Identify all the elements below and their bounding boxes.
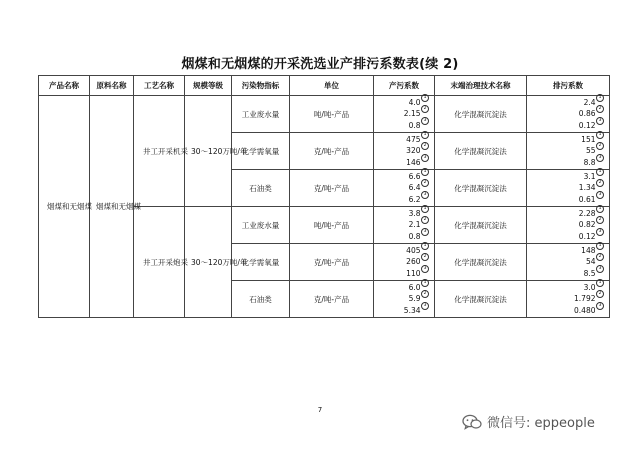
process-name: 井工开采炮采 [134,207,185,318]
page-title: 烟煤和无烟煤的开采洗选业产排污系数表(续 2) [181,57,459,72]
material-name: 烟煤和无烟煤 [90,96,134,318]
emission-coefficient-value: 0.480 3 [574,305,604,317]
emission-coefficient-value: 3.0 1 [584,282,604,294]
level-marker: 3 [421,228,429,236]
production-coefficient-value: 5.34 3 [404,305,429,317]
emission-coefficient-value: 55 2 [586,145,604,157]
pollutant-indicator: 石油类 [232,170,290,207]
production-coefficient-value: 2.15 2 [404,108,429,120]
production-coefficient-value: 6.4 2 [409,182,429,194]
emission-coefficient-value: 151 1 [581,134,604,146]
emission-coefficient-cell [527,170,610,207]
level-marker: 3 [421,191,429,199]
level-marker: 2 [596,105,604,113]
pollutant-indicator: 化学需氧量 [232,133,290,170]
level-marker: 1 [596,242,604,250]
unit: 克/吨-产品 [290,133,374,170]
production-coefficient-value: 110 3 [406,268,429,280]
emission-coefficient-table [38,75,610,318]
level-marker: 1 [421,279,429,287]
level-marker: 2 [596,179,604,187]
level-marker: 2 [596,290,604,298]
production-coefficient-value: 3.8 1 [409,208,429,220]
level-marker: 1 [421,94,429,102]
production-coefficient-value: 260 2 [406,256,429,268]
emission-coefficient-cell [527,281,610,318]
emission-coefficient-value: 54 2 [586,256,604,268]
level-marker: 2 [421,142,429,150]
production-coefficient-value: 146 3 [406,157,429,169]
header-process: 工艺名称 [134,76,185,96]
level-marker: 2 [421,216,429,224]
header-treatment-technology: 末端治理技术名称 [435,76,527,96]
production-coefficient-cell [374,207,435,244]
level-marker: 2 [421,253,429,261]
pollutant-indicator: 工业废水量 [232,96,290,133]
level-marker: 3 [596,302,604,310]
treatment-technology: 化学混凝沉淀法 [435,170,527,207]
level-marker: 3 [596,228,604,236]
level-marker: 1 [421,242,429,250]
emission-coefficient-cell [527,244,610,281]
emission-coefficient-value: 2.28 1 [579,208,604,220]
header-pollutant: 污染物指标 [232,76,290,96]
production-coefficient-cell [374,133,435,170]
production-coefficient-value: 2.1 2 [409,219,429,231]
unit: 吨/吨-产品 [290,207,374,244]
level-marker: 1 [596,94,604,102]
emission-coefficient-cell [527,207,610,244]
emission-coefficient-value: 0.12 3 [579,231,604,243]
level-marker: 1 [421,131,429,139]
header-product: 产品名称 [39,76,90,96]
level-marker: 2 [421,105,429,113]
production-coefficient-cell [374,170,435,207]
pollutant-indicator: 石油类 [232,281,290,318]
treatment-technology: 化学混凝沉淀法 [435,281,527,318]
level-marker: 1 [596,131,604,139]
level-marker: 2 [421,290,429,298]
treatment-technology: 化学混凝沉淀法 [435,96,527,133]
emission-coefficient-value: 2.4 1 [584,97,604,109]
unit: 克/吨-产品 [290,170,374,207]
pollutant-indicator: 工业废水量 [232,207,290,244]
emission-coefficient-value: 8.8 3 [584,157,604,169]
level-marker: 2 [596,253,604,261]
level-marker: 2 [596,142,604,150]
emission-coefficient-cell [527,133,610,170]
treatment-technology: 化学混凝沉淀法 [435,244,527,281]
level-marker: 1 [596,279,604,287]
emission-coefficient-value: 8.5 3 [584,268,604,280]
treatment-technology: 化学混凝沉淀法 [435,133,527,170]
level-marker: 3 [596,265,604,273]
unit: 吨/吨-产品 [290,96,374,133]
production-coefficient-value: 5.9 2 [409,293,429,305]
unit: 克/吨-产品 [290,281,374,318]
level-marker: 2 [421,179,429,187]
process-name: 井工开采机采 [134,96,185,207]
production-coefficient-cell [374,281,435,318]
production-coefficient-value: 475 1 [406,134,429,146]
emission-coefficient-value: 148 1 [581,245,604,257]
header-scale: 规模等级 [185,76,232,96]
level-marker: 3 [421,265,429,273]
production-coefficient-value: 4.0 1 [409,97,429,109]
level-marker: 3 [596,154,604,162]
watermark [462,412,595,431]
emission-coefficient-value: 0.61 3 [579,194,604,206]
wechat-icon [462,414,482,430]
watermark-text: 微信号: eppeople [487,416,595,431]
treatment-technology: 化学混凝沉淀法 [435,207,527,244]
level-marker: 1 [596,205,604,213]
scale-level: 30～120万吨/年 [185,207,232,318]
header-material: 原料名称 [90,76,134,96]
level-marker: 1 [421,205,429,213]
level-marker: 3 [596,117,604,125]
emission-coefficient-value: 0.86 2 [579,108,604,120]
production-coefficient-value: 0.8 3 [409,120,429,132]
scale-level: 30～120万吨/年 [185,96,232,207]
production-coefficient-value: 6.2 3 [409,194,429,206]
emission-coefficient-value: 3.1 1 [584,171,604,183]
emission-coefficient-value: 1.792 2 [574,293,604,305]
emission-coefficient-value: 0.82 2 [579,219,604,231]
emission-coefficient-cell [527,96,610,133]
production-coefficient-value: 6.0 1 [409,282,429,294]
table-row [39,96,610,133]
header-emission-coefficient: 排污系数 [527,76,610,96]
emission-coefficient-value: 1.34 2 [579,182,604,194]
level-marker: 3 [421,117,429,125]
level-marker: 3 [421,302,429,310]
production-coefficient-cell [374,244,435,281]
level-marker: 1 [421,168,429,176]
production-coefficient-value: 320 2 [406,145,429,157]
product-name: 烟煤和无烟煤 [39,96,90,318]
level-marker: 3 [421,154,429,162]
level-marker: 2 [596,216,604,224]
emission-coefficient-value: 0.12 3 [579,120,604,132]
header-row [39,76,610,96]
production-coefficient-value: 0.8 3 [409,231,429,243]
level-marker: 3 [596,191,604,199]
unit: 克/吨-产品 [290,244,374,281]
production-coefficient-value: 405 1 [406,245,429,257]
production-coefficient-cell [374,96,435,133]
page-number: 7 [317,406,323,414]
pollutant-indicator: 化学需氧量 [232,244,290,281]
level-marker: 1 [596,168,604,176]
header-unit: 单位 [290,76,374,96]
production-coefficient-value: 6.6 1 [409,171,429,183]
header-production-coefficient: 产污系数 [374,76,435,96]
